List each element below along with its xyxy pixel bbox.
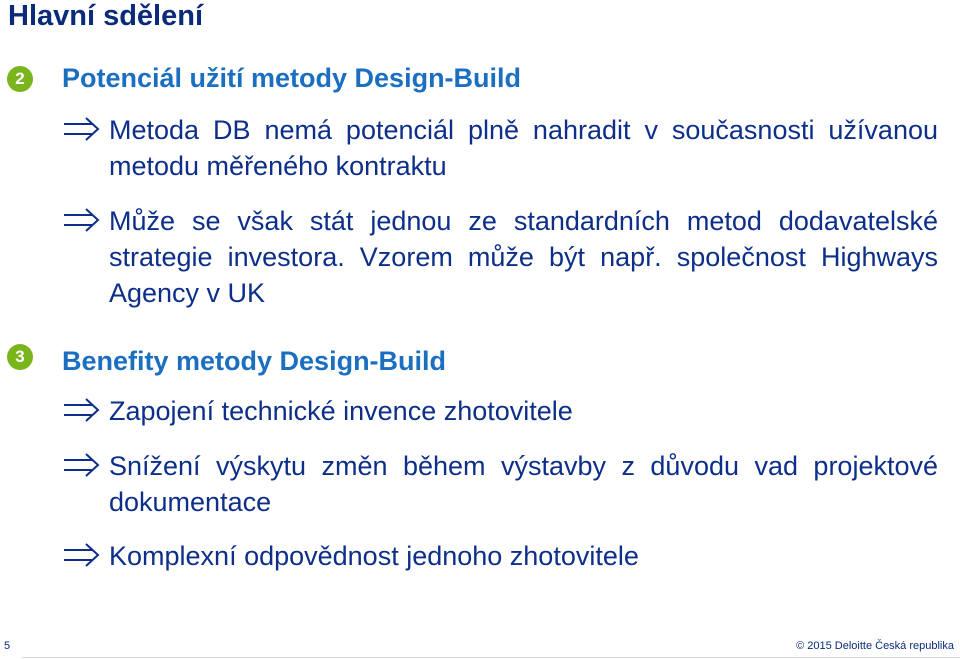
bullet-text: Zapojení technické invence zhotovitele	[109, 396, 573, 426]
bullet-text: Metoda DB nemá potenciál plně nahradit v současnosti užívanou metodu měřeného kontraktu	[109, 115, 938, 181]
list-item	[62, 393, 938, 429]
double-arrow-implies-icon	[62, 203, 102, 237]
section-number-badge: 3	[7, 344, 33, 370]
copyright-notice: © 2015 Deloitte Česká republika	[796, 640, 954, 652]
double-arrow-implies-icon	[62, 538, 102, 572]
list-item	[62, 538, 938, 574]
section-heading: Benefity metody Design-Build	[62, 346, 447, 376]
bullet-text: Může se však stát jednou ze standardních metod dodavatelské strategie investora. Vzorem může být např. společnost Highways Agency v UK	[109, 206, 938, 308]
list-item	[62, 112, 938, 184]
page-title: Hlavní sdělení	[8, 0, 204, 32]
page-number: 5	[4, 640, 11, 652]
list-item	[62, 203, 938, 311]
bullet-text: Snížení výskytu změn během výstavby z důvodu vad projektové dokumentace	[109, 451, 938, 517]
list-item	[62, 448, 938, 520]
double-arrow-implies-icon	[62, 393, 102, 427]
bullet-text: Komplexní odpovědnost jednoho zhotovitele	[109, 541, 639, 571]
double-arrow-implies-icon	[62, 112, 102, 146]
double-arrow-implies-icon	[62, 448, 102, 482]
footer-divider	[22, 657, 960, 658]
section-heading: Potenciál užití metody Design-Build	[62, 63, 522, 93]
section-number-badge: 2	[7, 66, 33, 92]
